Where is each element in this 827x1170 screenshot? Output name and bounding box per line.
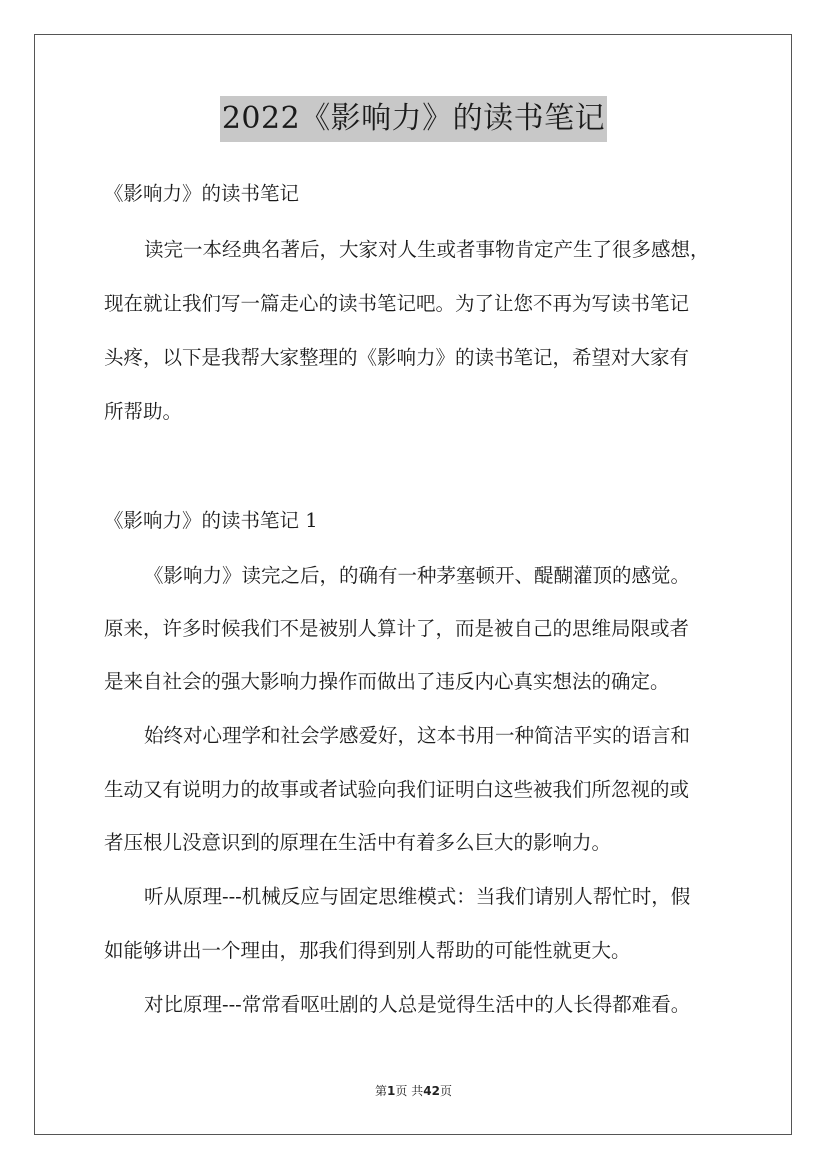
body-line: 听从原理---机械反应与固定思维模式：当我们请别人帮忙时，假 (144, 885, 691, 908)
intro-line: 读完一本经典名著后，大家对人生或者事物肯定产生了很多感想， (144, 238, 710, 261)
subtitle: 《影响力》的读书笔记 (104, 182, 300, 205)
body-line: 对比原理---常常看呕吐剧的人总是觉得生活中的人长得都难看。 (144, 993, 691, 1016)
page-footer (0, 1082, 827, 1099)
body-line: 生动又有说明力的故事或者试验向我们证明白这些被我们所忽视的或 (104, 778, 690, 801)
body-line: 始终对心理学和社会学感爱好，这本书用一种简洁平实的语言和 (144, 724, 691, 747)
total-pages: 42 (423, 1084, 440, 1098)
section-heading: 《影响力》的读书笔记 1 (104, 509, 318, 532)
body-line: 是来自社会的强大影响力操作而做出了违反内心真实想法的确定。 (104, 670, 670, 693)
body-line: 者压根儿没意识到的原理在生活中有着多么巨大的影响力。 (104, 831, 612, 854)
intro-line: 头疼，以下是我帮大家整理的《影响力》的读书笔记，希望对大家有 (104, 346, 690, 369)
body-line: 如能够讲出一个理由，那我们得到别人帮助的可能性就更大。 (104, 939, 631, 962)
footer-total-suffix: 页 (439, 1084, 452, 1098)
body-line: 《影响力》读完之后，的确有一种茅塞顿开、醍醐灌顶的感觉。 (144, 564, 691, 587)
page-number: 1 (387, 1084, 396, 1098)
document-title: 2022《影响力》的读书笔记 (220, 96, 607, 142)
title-container (0, 96, 827, 142)
footer-page-suffix: 页 共 (395, 1084, 424, 1098)
intro-line: 现在就让我们写一篇走心的读书笔记吧。为了让您不再为写读书笔记 (104, 292, 690, 315)
footer-prefix: 第 (375, 1084, 388, 1098)
intro-line: 所帮助。 (104, 400, 183, 423)
body-line: 原来，许多时候我们不是被别人算计了，而是被自己的思维局限或者 (104, 617, 690, 640)
